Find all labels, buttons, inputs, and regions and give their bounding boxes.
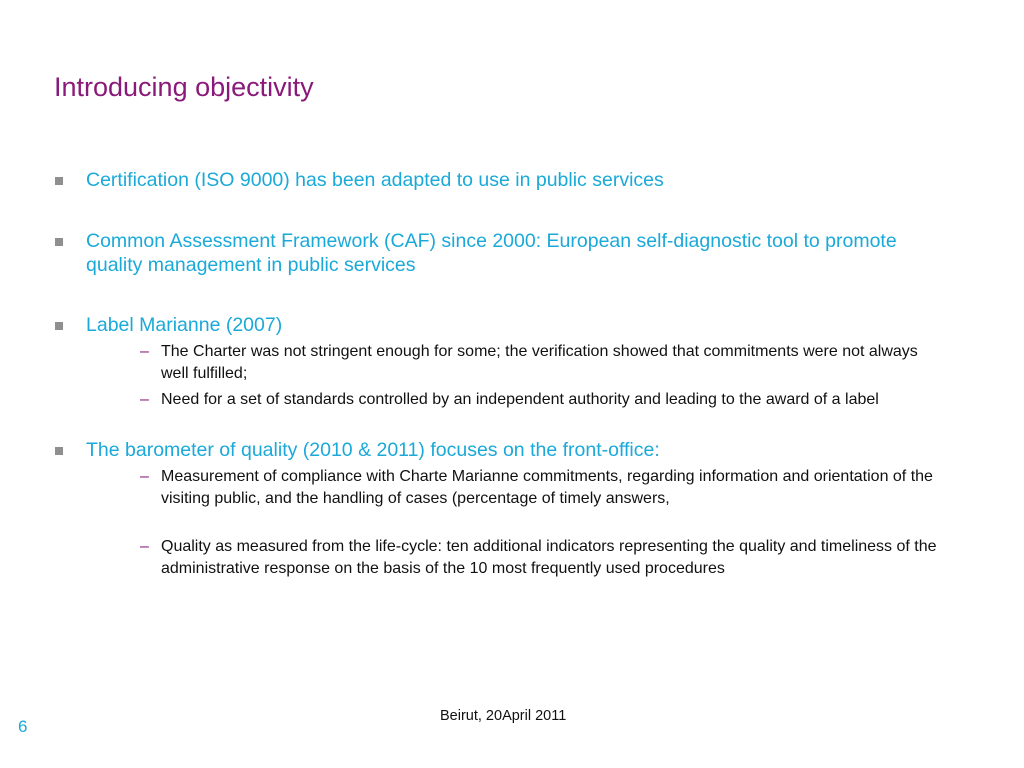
dash-bullet-icon: – xyxy=(140,538,149,555)
square-bullet-icon xyxy=(55,238,63,246)
dash-bullet-icon: – xyxy=(140,468,149,485)
bullet-text: Common Assessment Framework (CAF) since 2000: European self-diagnostic tool to promote quality management in public services xyxy=(86,230,897,276)
sub-bullet-text: The Charter was not stringent enough for some; the verification showed that commitments were not always well fulfilled; xyxy=(161,343,918,382)
square-bullet-icon xyxy=(55,177,63,185)
dash-bullet-icon: – xyxy=(140,343,149,360)
slide-footer: Beirut, 20April 2011 xyxy=(440,708,567,724)
bullet-text: Certification (ISO 9000) has been adapted to use in public services xyxy=(86,169,664,191)
dash-bullet-icon: – xyxy=(140,391,149,408)
square-bullet-icon xyxy=(55,447,63,455)
sub-bullet-text: Need for a set of standards controlled by an independent authority and leading to the award of a label xyxy=(161,391,879,408)
square-bullet-icon xyxy=(55,322,63,330)
bullet-text: The barometer of quality (2010 & 2011) focuses on the front-office: xyxy=(86,439,660,461)
bullet-text: Label Marianne (2007) xyxy=(86,314,283,336)
sub-bullet-text: Measurement of compliance with Charte Marianne commitments, regarding information and orientation of the visiting public, and the handling of cases (percentage of timely answers, xyxy=(161,468,933,507)
slide-title: Introducing objectivity xyxy=(54,72,314,102)
sub-bullet-text: Quality as measured from the life-cycle: ten additional indicators representing the quality and timeliness of the administrative response on the basis of the 10 most frequently used procedures xyxy=(161,538,937,577)
page-number: 6 xyxy=(18,717,28,736)
